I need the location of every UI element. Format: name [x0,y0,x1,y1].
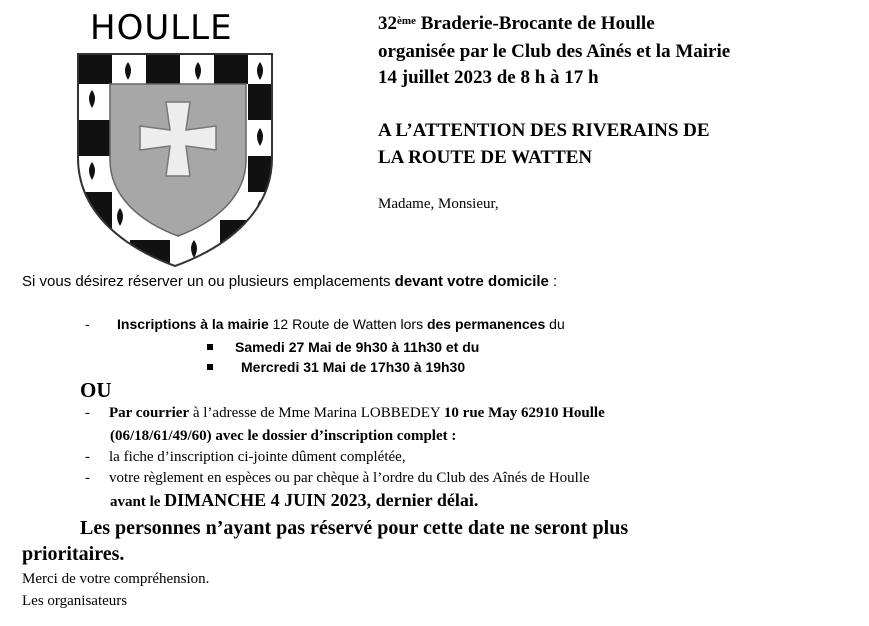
deadline-line: avant le DIMANCHE 4 JUIN 2023, dernier délai. [110,490,479,510]
mairie-line: - Inscriptions à la mairie 12 Route de Watten lors des permanences du [85,316,565,332]
header-line-2: organisée par le Club des Aînés et la Mairie [378,41,731,62]
intro-paragraph: Si vous désirez réserver un ou plusieurs emplacements devant votre domicile : [22,273,558,290]
attention-line-2: LA ROUTE DE WATTEN [378,147,593,168]
courrier-line-1: - Par courrier à l’adresse de Mme Marina LOBBEDEY 10 rue May 62910 Houlle [85,405,605,421]
courrier-item-2: - votre règlement en espèces ou par chèque à l’ordre du Club des Aînés de Houlle [85,470,590,486]
courrier-item-1: - la fiche d’inscription ci-jointe dûment complétée, [85,449,406,465]
courrier-line-2: (06/18/61/49/60) avec le dossier d’inscription complet : [110,428,457,444]
date-item-2: Mercredi 31 Mai de 17h30 à 19h30 [207,359,465,375]
greeting: Madame, Monsieur, [378,196,499,212]
closing-thanks: Merci de votre compréhension. [22,571,210,587]
date-item-1: Samedi 27 Mai de 9h30 à 11h30 et du [207,339,479,355]
warning-line-1: Les personnes n’ayant pas réservé pour cette date ne seront plus [80,517,629,539]
warning-line-2: prioritaires. [22,543,125,565]
attention-line-1: A L’ATTENTION DES RIVERAINS DE [378,120,710,141]
town-title: HOULLE [90,8,233,48]
or-separator: OU [80,378,112,402]
header-line-3: 14 juillet 2023 de 8 h à 17 h [378,67,599,88]
coat-of-arms [70,50,280,270]
header-line-1: 32ème Braderie-Brocante de Houlle [378,13,655,34]
closing-signature: Les organisateurs [22,593,128,609]
